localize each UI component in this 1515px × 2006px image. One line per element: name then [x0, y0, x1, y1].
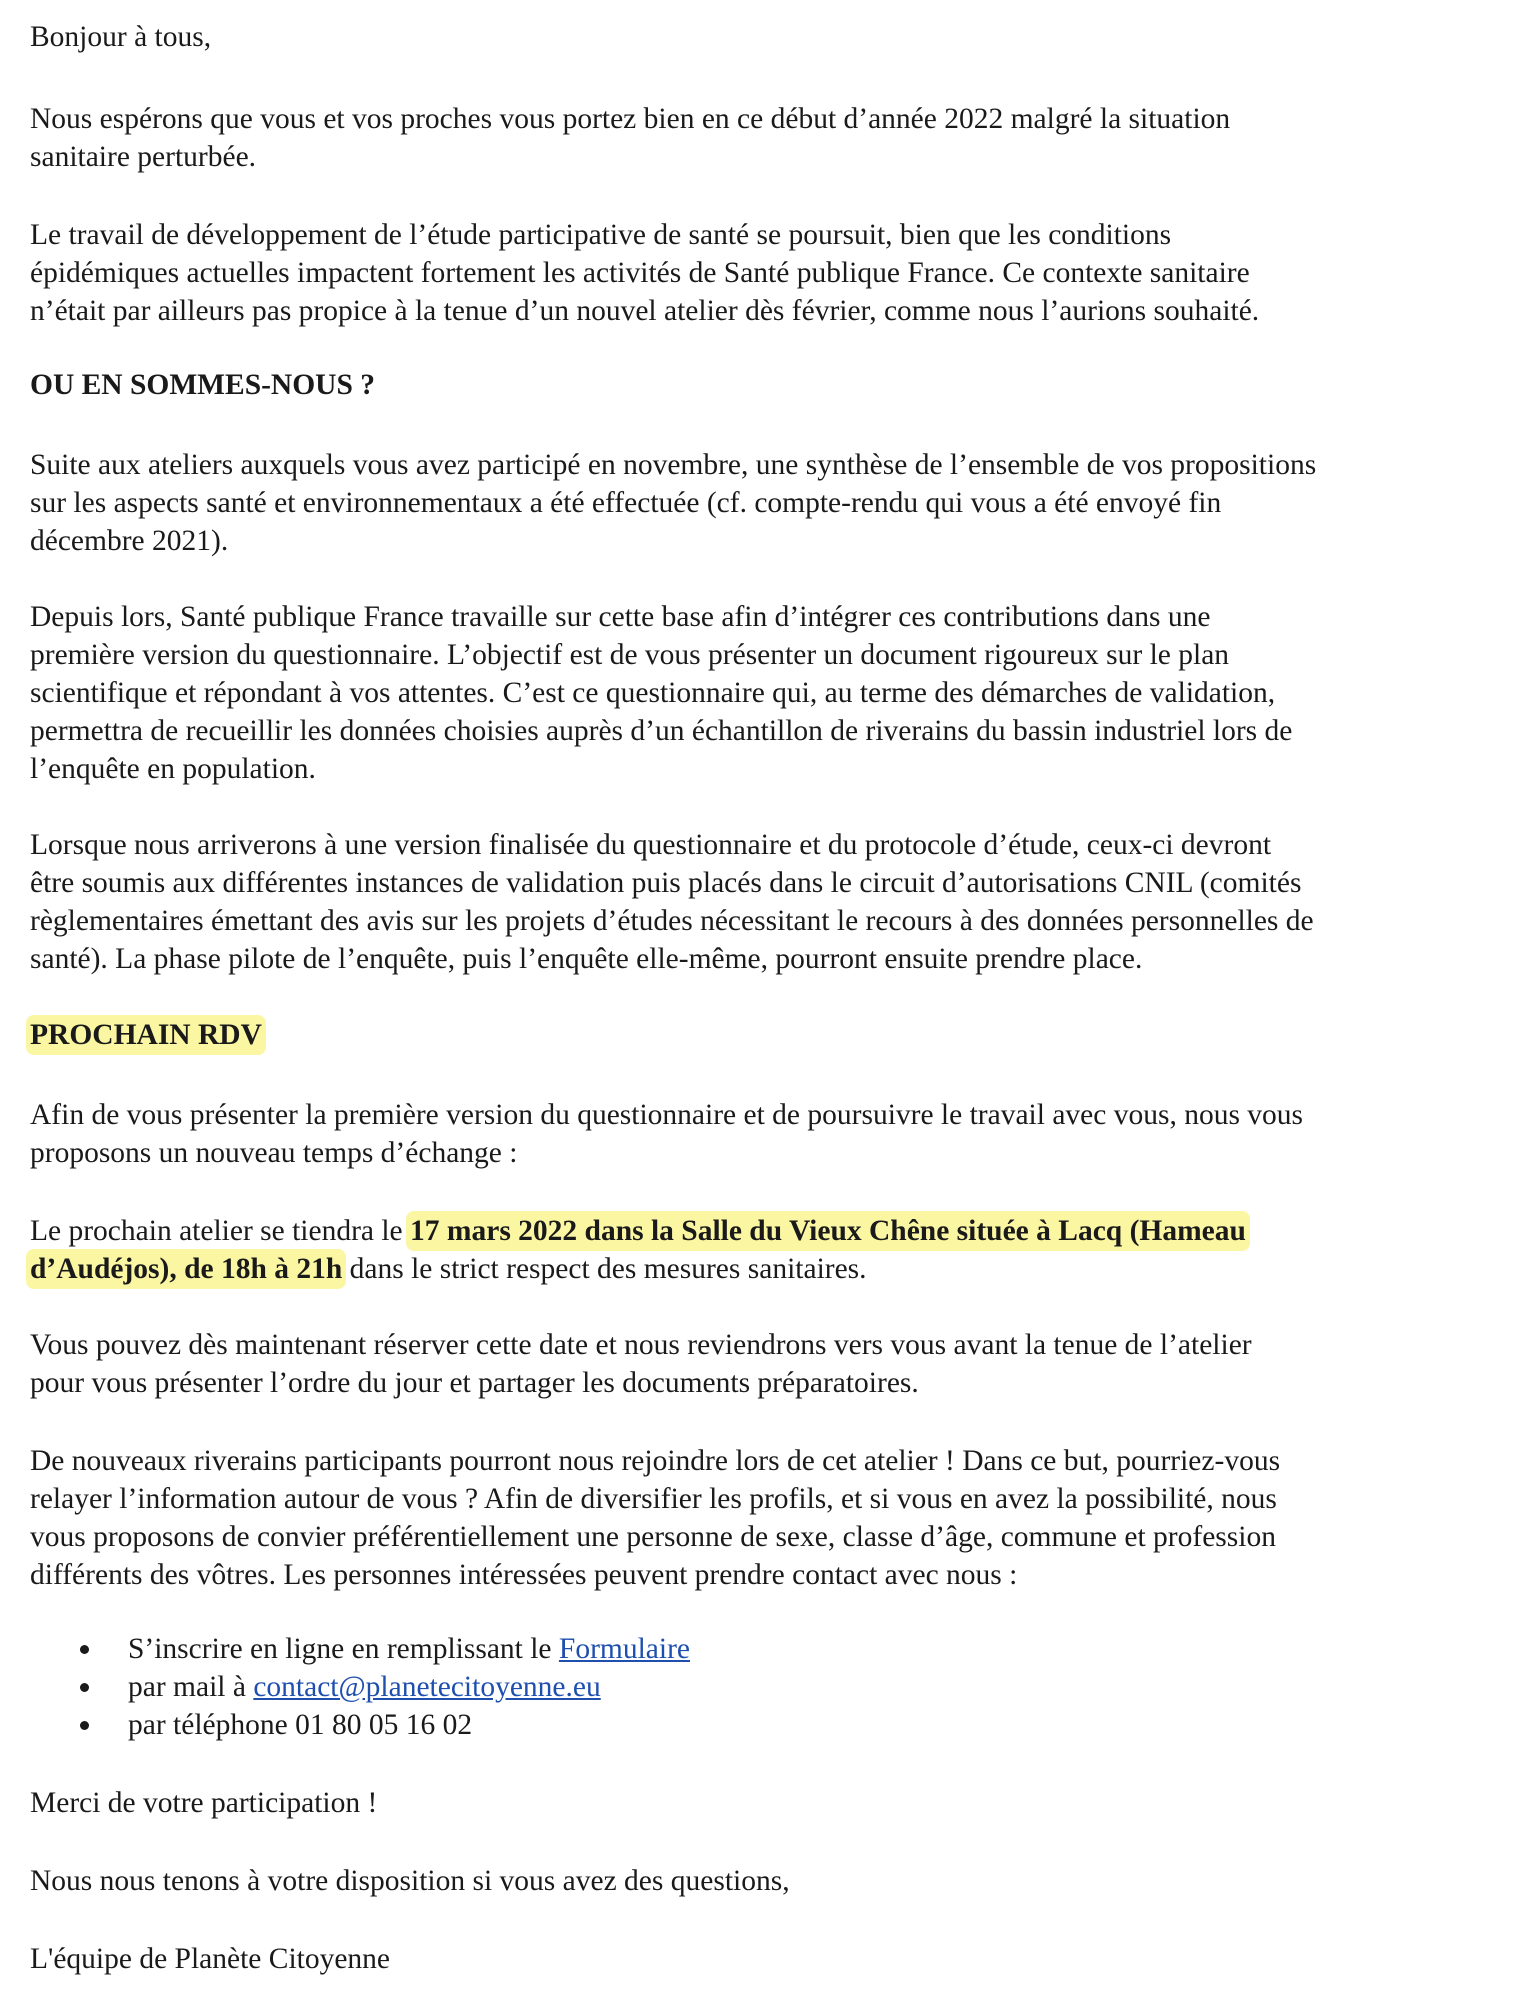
contact-item-text: S’inscrire en ligne en remplissant le	[128, 1633, 559, 1665]
section1-p2-line-5: l’enquête en population.	[30, 753, 316, 785]
section-heading-ou-en-sommes-nous: OU EN SOMMES-NOUS ?	[30, 369, 376, 401]
section1-p2-line-1: Depuis lors, Santé publique France travaille sur cette base afin d’intégrer ces contributions dans une	[30, 601, 1211, 633]
section2-p1-line-2: proposons un nouveau temps d’échange :	[30, 1137, 518, 1169]
context-line-2: épidémiques actuelles impactent fortement les activités de Santé publique France. Ce contexte sanitaire	[30, 257, 1250, 289]
thanks-line: Merci de votre participation !	[30, 1787, 378, 1819]
intro-line-1: Nous espérons que vous et vos proches vous portez bien en ce début d’année 2022 malgré la situation	[30, 103, 1231, 135]
section2-p3-line-3: vous proposons de convier préférentiellement une personne de sexe, classe d’âge, commune et profession	[30, 1521, 1276, 1553]
section-heading-prochain-rdv	[30, 1016, 262, 1054]
email-link[interactable]: contact@planetecitoyenne.eu	[253, 1671, 601, 1703]
section1-p1-line-1: Suite aux ateliers auxquels vous avez participé en novembre, une synthèse de l’ensemble de vos propositions	[30, 449, 1317, 481]
contact-item-form	[128, 1630, 690, 1668]
section2-p2-line-2: pour vous présenter l’ordre du jour et partager les documents préparatoires.	[30, 1367, 919, 1399]
section2-p3-line-4: différents des vôtres. Les personnes intéressées peuvent prendre contact avec nous :	[30, 1559, 1018, 1591]
section2-p2-line-1: Vous pouvez dès maintenant réserver cette date et nous reviendrons vers vous avant la tenue de l’atelier	[30, 1329, 1252, 1361]
section1-p3-line-3: règlementaires émettant des avis sur les projets d’études nécessitant le recours à des données personnelles de	[30, 905, 1314, 937]
section1-p3-line-4: santé). La phase pilote de l’enquête, puis l’enquête elle-même, pourront ensuite prendre place.	[30, 943, 1143, 975]
section1-p3-line-2: être soumis aux différentes instances de validation puis placés dans le circuit d’autorisations CNIL (comités	[30, 867, 1302, 899]
section1-p1-line-3: décembre 2021).	[30, 525, 229, 557]
bullet-dot-icon	[80, 1721, 89, 1730]
bullet-dot-icon	[80, 1645, 89, 1654]
rdv-time-highlight: d’Audéjos), de 18h à 21h	[30, 1253, 343, 1285]
section1-p1-line-2: sur les aspects santé et environnementaux a été effectuée (cf. compte-rendu qui vous a été envoyé fin	[30, 487, 1222, 519]
form-link[interactable]: Formulaire	[558, 1633, 690, 1665]
rdv-line-2	[30, 1250, 867, 1288]
section2-p1-line-1: Afin de vous présenter la première version du questionnaire et de poursuivre le travail avec vous, nous vous	[30, 1099, 1304, 1131]
availability-line: Nous nous tenons à votre disposition si vous avez des questions,	[30, 1865, 790, 1897]
section1-p2-line-4: permettra de recueillir les données choisies auprès d’un échantillon de riverains du bassin industriel lors de	[30, 715, 1293, 747]
contact-item-phone	[128, 1706, 472, 1744]
rdv-line-1	[30, 1212, 1246, 1250]
signature: L'équipe de Planète Citoyenne	[30, 1943, 391, 1975]
contact-item-email	[128, 1668, 601, 1706]
section2-p3-line-1: De nouveaux riverains participants pourront nous rejoindre lors de cet atelier ! Dans ce but, pourriez-vous	[30, 1445, 1281, 1477]
greeting: Bonjour à tous,	[30, 21, 212, 53]
rdv-suffix: dans le strict respect des mesures sanitaires.	[342, 1253, 867, 1285]
context-line-3: n’était par ailleurs pas propice à la tenue d’un nouvel atelier dès février, comme nous l’aurions souhaité.	[30, 295, 1260, 327]
contact-item-text: par mail à	[128, 1671, 254, 1703]
bullet-dot-icon	[80, 1683, 89, 1692]
intro-line-2: sanitaire perturbée.	[30, 141, 257, 173]
section2-p3-line-2: relayer l’information autour de vous ? Afin de diversifier les profils, et si vous en avez la possibilité, nous	[30, 1483, 1277, 1515]
rdv-date-location-highlight: 17 mars 2022 dans la Salle du Vieux Chêne située à Lacq (Hameau	[410, 1215, 1246, 1247]
section1-p3-line-1: Lorsque nous arriverons à une version finalisée du questionnaire et du protocole d’étude, ceux-ci devront	[30, 829, 1272, 861]
section1-p2-line-2: première version du questionnaire. L’objectif est de vous présenter un document rigoureux sur le plan	[30, 639, 1230, 671]
contact-item-text: par téléphone 01 80 05 16 02	[128, 1709, 473, 1741]
heading-highlight: PROCHAIN RDV	[30, 1019, 262, 1051]
rdv-prefix: Le prochain atelier se tiendra le	[30, 1215, 411, 1247]
section1-p2-line-3: scientifique et répondant à vos attentes. C’est ce questionnaire qui, au terme des démarches de validation,	[30, 677, 1276, 709]
context-line-1: Le travail de développement de l’étude participative de santé se poursuit, bien que les conditions	[30, 219, 1172, 251]
